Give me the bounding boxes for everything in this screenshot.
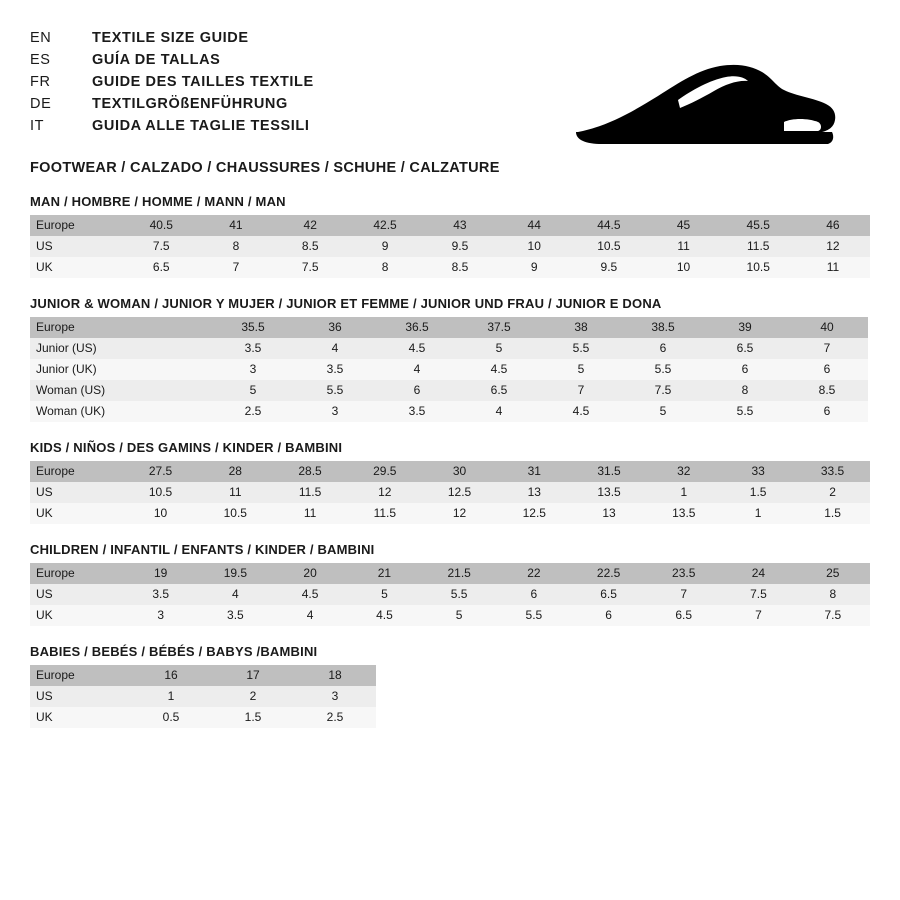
row-label: Europe	[30, 461, 123, 482]
size-cell: 3	[124, 605, 198, 626]
language-row	[30, 52, 314, 74]
size-cell: 7.5	[273, 257, 347, 278]
size-cell: 42.5	[347, 215, 422, 236]
size-cell: 2.5	[294, 707, 376, 728]
size-cell: 11.5	[347, 503, 422, 524]
size-cell: 32	[646, 461, 721, 482]
section-title: BABIES / BEBÉS / BÉBÉS / BABYS /BAMBINI	[30, 644, 318, 659]
table-row	[30, 503, 870, 524]
size-cell: 9.5	[423, 236, 497, 257]
language-code: DE	[30, 96, 52, 112]
row-label: Europe	[30, 317, 130, 338]
size-cell: 40.5	[124, 215, 199, 236]
row-label: Woman (UK)	[30, 401, 130, 422]
size-cell: 5	[422, 605, 497, 626]
size-cell: 8	[347, 257, 422, 278]
size-cell: 10.5	[123, 482, 198, 503]
size-cell: 1	[646, 482, 721, 503]
dress-shoe-icon	[570, 60, 840, 155]
size-cell: 1.5	[212, 707, 294, 728]
size-cell: 12	[796, 236, 870, 257]
size-cell: 41	[199, 215, 273, 236]
size-cell: 21	[347, 563, 421, 584]
size-table	[30, 215, 870, 278]
size-cell: 4.5	[273, 584, 347, 605]
row-label: Junior (UK)	[30, 359, 130, 380]
size-cell: 11	[198, 482, 273, 503]
size-cell: 35.5	[212, 317, 294, 338]
table-row	[30, 317, 868, 338]
size-cell: 6	[376, 380, 458, 401]
size-cell: 3.5	[198, 605, 273, 626]
size-cell: 4.5	[376, 338, 458, 359]
size-cell: 2.5	[212, 401, 294, 422]
size-cell: 3.5	[212, 338, 294, 359]
size-cell: 7	[721, 605, 795, 626]
table-row	[30, 563, 870, 584]
table-row	[30, 707, 376, 728]
size-cell: 1.5	[721, 482, 795, 503]
size-cell: 16	[130, 665, 212, 686]
size-cell: 22	[497, 563, 571, 584]
size-cell: 31.5	[572, 461, 647, 482]
size-cell: 13	[572, 503, 647, 524]
table-row	[30, 584, 870, 605]
size-cell: 17	[212, 665, 294, 686]
size-cell: 5	[347, 584, 421, 605]
size-cell: 3	[212, 359, 294, 380]
table-row	[30, 380, 868, 401]
size-cell: 4	[458, 401, 540, 422]
table-row	[30, 257, 870, 278]
size-cell: 5.5	[704, 401, 786, 422]
size-cell: 36.5	[376, 317, 458, 338]
language-title: GUIDE DES TAILLES TEXTILE	[92, 74, 314, 90]
table-row	[30, 461, 870, 482]
section-title: KIDS / NIÑOS / DES GAMINS / KINDER / BAMBINI	[30, 440, 343, 455]
size-cell: 10	[497, 236, 571, 257]
language-code: ES	[30, 52, 51, 68]
language-title: TEXTILGRÖßENFÜHRUNG	[92, 96, 288, 112]
row-label: UK	[30, 605, 124, 626]
size-cell: 1.5	[795, 503, 870, 524]
size-cell: 5.5	[540, 338, 622, 359]
size-table	[30, 563, 870, 626]
size-cell: 40	[786, 317, 868, 338]
size-cell: 11.5	[273, 482, 348, 503]
size-cell: 5.5	[497, 605, 571, 626]
table-row	[30, 338, 868, 359]
size-section-children	[30, 542, 870, 626]
size-cell: 19.5	[198, 563, 273, 584]
size-cell: 9	[497, 257, 571, 278]
size-cell: 7.5	[124, 236, 199, 257]
row-label: Europe	[30, 215, 124, 236]
table-row	[30, 401, 868, 422]
language-row	[30, 96, 314, 118]
row-label: UK	[30, 503, 123, 524]
size-cell: 9.5	[571, 257, 646, 278]
size-cell: 31	[497, 461, 572, 482]
size-cell: 28	[198, 461, 273, 482]
size-cell: 6.5	[571, 584, 646, 605]
size-cell: 6	[497, 584, 571, 605]
language-row	[30, 74, 314, 96]
language-code: EN	[30, 30, 52, 46]
size-cell: 33.5	[795, 461, 870, 482]
size-cell: 3.5	[376, 401, 458, 422]
size-cell: 3.5	[124, 584, 198, 605]
size-section-kids	[30, 440, 870, 524]
size-cell: 6.5	[124, 257, 199, 278]
size-cell: 2	[795, 482, 870, 503]
table-row	[30, 482, 870, 503]
language-title: GUIDA ALLE TAGLIE TESSILI	[92, 118, 310, 134]
language-row	[30, 118, 314, 140]
section-title: MAN / HOMBRE / HOMME / MANN / MAN	[30, 194, 286, 209]
size-cell: 39	[704, 317, 786, 338]
size-cell: 22.5	[571, 563, 646, 584]
size-cell: 11	[647, 236, 721, 257]
size-cell	[130, 401, 212, 422]
size-cell: 7	[786, 338, 868, 359]
size-cell: 10	[647, 257, 721, 278]
size-cell: 4	[273, 605, 347, 626]
size-cell: 27.5	[123, 461, 198, 482]
size-cell: 42	[273, 215, 347, 236]
size-cell: 5	[458, 338, 540, 359]
size-cell: 8.5	[786, 380, 868, 401]
size-cell: 10.5	[571, 236, 646, 257]
row-label: Europe	[30, 665, 130, 686]
size-cell: 45.5	[721, 215, 796, 236]
size-cell: 25	[796, 563, 870, 584]
size-cell: 8	[796, 584, 870, 605]
size-cell: 4	[376, 359, 458, 380]
table-row	[30, 665, 376, 686]
size-cell: 8.5	[423, 257, 497, 278]
size-tables-container	[30, 194, 870, 728]
size-cell: 4.5	[347, 605, 421, 626]
table-row	[30, 215, 870, 236]
category-title: FOOTWEAR / CALZADO / CHAUSSURES / SCHUHE / CALZATURE	[30, 160, 500, 176]
section-title: JUNIOR & WOMAN / JUNIOR Y MUJER / JUNIOR ET FEMME / JUNIOR UND FRAU / JUNIOR E DONA	[30, 296, 662, 311]
size-cell	[130, 359, 212, 380]
size-cell: 7	[646, 584, 721, 605]
size-cell: 10.5	[721, 257, 796, 278]
row-label: UK	[30, 257, 124, 278]
size-cell: 7	[540, 380, 622, 401]
language-code: IT	[30, 118, 45, 134]
row-label: US	[30, 584, 124, 605]
size-cell: 4.5	[540, 401, 622, 422]
size-cell: 7.5	[622, 380, 704, 401]
size-cell	[130, 317, 212, 338]
size-cell: 6	[786, 359, 868, 380]
table-row	[30, 236, 870, 257]
size-cell: 2	[212, 686, 294, 707]
size-cell: 12	[422, 503, 497, 524]
table-row	[30, 359, 868, 380]
size-cell: 3.5	[294, 359, 376, 380]
size-cell: 5	[212, 380, 294, 401]
size-cell: 11	[273, 503, 348, 524]
size-cell	[130, 380, 212, 401]
size-cell: 20	[273, 563, 347, 584]
size-cell: 7	[199, 257, 273, 278]
size-cell: 7.5	[796, 605, 870, 626]
size-cell: 6	[704, 359, 786, 380]
size-cell: 6.5	[646, 605, 721, 626]
row-label: UK	[30, 707, 130, 728]
size-cell: 1	[721, 503, 795, 524]
size-cell: 4	[198, 584, 273, 605]
size-cell: 4	[294, 338, 376, 359]
size-cell: 8	[704, 380, 786, 401]
size-cell: 45	[647, 215, 721, 236]
size-table	[30, 461, 870, 524]
size-cell: 44.5	[571, 215, 646, 236]
size-cell: 13.5	[572, 482, 647, 503]
size-cell: 23.5	[646, 563, 721, 584]
size-cell: 10	[123, 503, 198, 524]
row-label: Junior (US)	[30, 338, 130, 359]
language-title: TEXTILE SIZE GUIDE	[92, 30, 249, 46]
size-cell: 0.5	[130, 707, 212, 728]
size-cell: 5.5	[294, 380, 376, 401]
size-cell: 43	[423, 215, 497, 236]
size-cell: 21.5	[422, 563, 497, 584]
size-cell: 11.5	[721, 236, 796, 257]
table-row	[30, 686, 376, 707]
size-cell: 24	[721, 563, 795, 584]
size-cell: 6	[786, 401, 868, 422]
row-label: US	[30, 686, 130, 707]
table-row	[30, 605, 870, 626]
size-cell: 37.5	[458, 317, 540, 338]
size-cell: 36	[294, 317, 376, 338]
size-cell: 11	[796, 257, 870, 278]
size-cell: 30	[422, 461, 497, 482]
size-cell: 44	[497, 215, 571, 236]
size-cell: 6.5	[458, 380, 540, 401]
row-label: Woman (US)	[30, 380, 130, 401]
size-cell: 33	[721, 461, 795, 482]
size-cell: 5.5	[422, 584, 497, 605]
size-cell: 3	[294, 686, 376, 707]
row-label: US	[30, 236, 124, 257]
size-cell: 8.5	[273, 236, 347, 257]
size-table	[30, 665, 376, 728]
size-cell: 9	[347, 236, 422, 257]
size-cell: 6.5	[704, 338, 786, 359]
size-cell: 3	[294, 401, 376, 422]
size-cell: 12	[347, 482, 422, 503]
language-code: FR	[30, 74, 51, 90]
size-section-man	[30, 194, 870, 278]
size-cell: 7.5	[721, 584, 795, 605]
size-cell: 10.5	[198, 503, 273, 524]
language-title-list	[30, 30, 314, 140]
size-cell: 19	[124, 563, 198, 584]
size-cell: 1	[130, 686, 212, 707]
section-title: CHILDREN / INFANTIL / ENFANTS / KINDER / BAMBINI	[30, 542, 375, 557]
row-label: Europe	[30, 563, 124, 584]
size-cell	[130, 338, 212, 359]
document-header	[30, 30, 870, 150]
size-cell: 12.5	[497, 503, 572, 524]
row-label: US	[30, 482, 123, 503]
size-cell: 5	[622, 401, 704, 422]
size-section-babies	[30, 644, 870, 728]
size-cell: 12.5	[422, 482, 497, 503]
size-cell: 6	[571, 605, 646, 626]
language-row	[30, 30, 314, 52]
size-cell: 28.5	[273, 461, 348, 482]
size-cell: 38	[540, 317, 622, 338]
size-cell: 8	[199, 236, 273, 257]
size-cell: 46	[796, 215, 870, 236]
size-cell: 4.5	[458, 359, 540, 380]
size-cell: 38.5	[622, 317, 704, 338]
size-cell: 13	[497, 482, 572, 503]
size-section-junior-woman	[30, 296, 870, 422]
size-cell: 29.5	[347, 461, 422, 482]
language-title: GUÍA DE TALLAS	[92, 52, 221, 68]
size-cell: 13.5	[646, 503, 721, 524]
size-cell: 5.5	[622, 359, 704, 380]
size-cell: 18	[294, 665, 376, 686]
size-cell: 5	[540, 359, 622, 380]
size-table	[30, 317, 868, 422]
size-cell: 6	[622, 338, 704, 359]
